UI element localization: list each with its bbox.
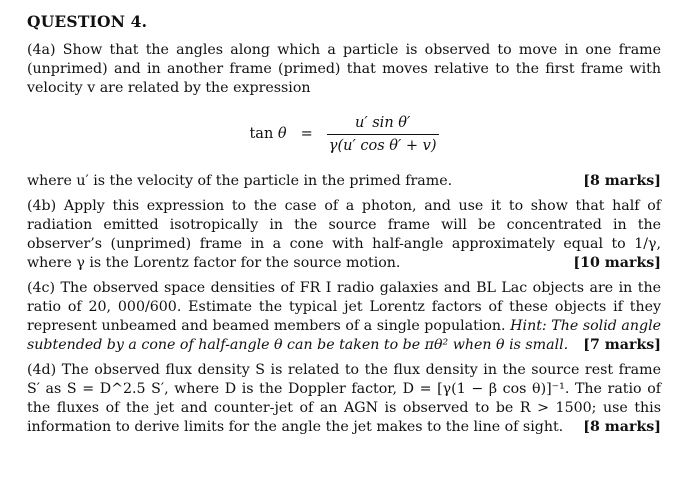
part-a-text: (4a) Show that the angles along which a particle is observed to move in one frame (unprimed) and in another frame (primed) that moves relative to the first frame with velocity v are related by the expression — [27, 42, 661, 96]
angle-equation — [27, 104, 661, 164]
part-c-text: (4c) The observed space densities of FR I radio galaxies and BL Lac objects are in the ratio of 20, 000/600. Estimate the typical jet Lorentz factors of these objects if they represent unbeamed and beamed members of a single population. — [27, 280, 661, 334]
part-a-after-text: where u′ is the velocity of the particle in the primed frame. — [27, 173, 453, 189]
equation-denominator: γ(u′ cos θ′ + v) — [327, 134, 439, 154]
question-title: QUESTION 4. — [27, 12, 148, 31]
part-a-after-row — [27, 172, 661, 191]
part-b-text: (4b) Apply this expression to the case of a photon, and use it to show that half of radiation emitted isotropically in the source frame will be concentrated in the observer’s (unprimed) frame in a cone with half-angle approximately equal to 1/γ, where γ is the Lorentz factor for the source motion. — [27, 198, 661, 271]
part-a-marks: [8 marks] — [583, 173, 661, 189]
equation-lhs-var: θ — [277, 126, 287, 142]
part-c-hint-label: Hint: — [510, 318, 547, 334]
part-c-paragraph — [27, 279, 661, 355]
part-d-paragraph — [27, 361, 661, 437]
part-c-hint: The solid angle subtended by a cone of half-angle θ can be taken to be πθ² when θ is small. — [27, 318, 662, 353]
part-d-text: (4d) The observed flux density S is related to the flux density in the source rest frame S′ as S = D^2.5 S′, where D is the Doppler factor, D = [γ(1 − β cos θ)]⁻¹. The ratio of the fluxes of the jet and counter-jet of an AGN is observed to be R > 1500; use this information to derive limits for the angle the jet makes to the line of sight. — [27, 362, 661, 435]
part-b-marks: [10 marks] — [573, 255, 661, 271]
equation-fraction — [327, 115, 439, 154]
equation-lhs-fn: tan — [249, 126, 274, 142]
part-b-paragraph — [27, 197, 661, 273]
equation-lhs — [249, 126, 286, 142]
equation-equals: = — [300, 126, 313, 142]
equation-numerator: u′ sin θ′ — [355, 114, 411, 131]
part-d-marks: [8 marks] — [583, 419, 661, 435]
part-c-marks: [7 marks] — [583, 337, 661, 353]
